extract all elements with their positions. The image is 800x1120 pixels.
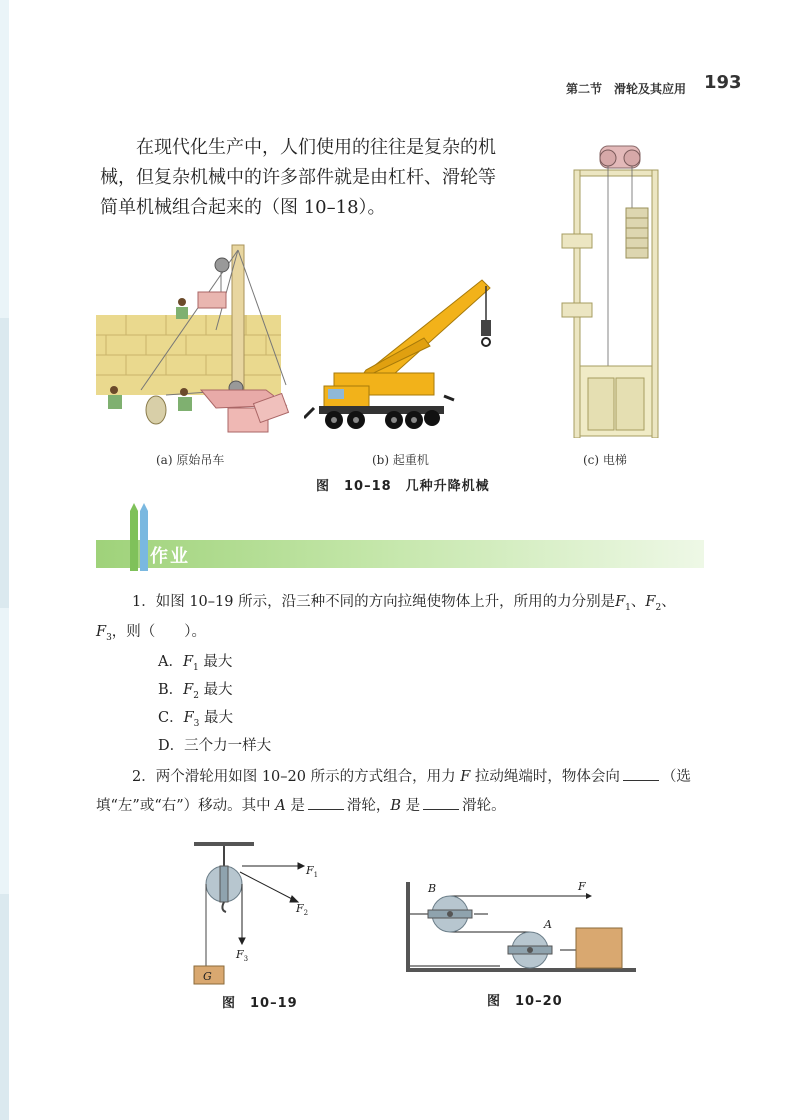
primitive-crane-illustration xyxy=(96,240,296,440)
intro-line-1: 在现代化生产中，人们使用的往往是复杂的机 xyxy=(136,137,496,158)
question-1-option-a: A．$F_1$ 最大 xyxy=(158,654,233,673)
force-label-f1: $F_1$ xyxy=(306,864,319,879)
intro-line-3: 简单机械组合起来的（图 10–18）。 xyxy=(100,197,386,218)
elevator-illustration xyxy=(552,138,662,438)
figure-panel-c-label: (c) 电梯 xyxy=(583,453,627,467)
figure-10-19-caption: 图 10–19 xyxy=(222,996,298,1011)
question-2-line-2: 填“左”或“右”）移动。其中 A 是 滑轮，B 是 滑轮。 xyxy=(96,794,506,818)
question-1-option-b: B．$F_2$ 最大 xyxy=(158,682,233,701)
pulley-label-a: A xyxy=(544,918,552,931)
question-1-option-c: C．$F_3$ 最大 xyxy=(158,710,234,729)
homework-title: 作业 xyxy=(150,546,190,567)
question-1-line-1: 1．如图 10–19 所示，沿三种不同的方向拉绳使物体上升，所用的力分别是$F_1$、$F_2$、 xyxy=(132,594,676,613)
page-number: 193 xyxy=(704,72,742,93)
pulley-label-b: B xyxy=(428,882,437,895)
weight-label-g: G xyxy=(203,970,212,983)
force-label-f3: $F_3$ xyxy=(236,948,249,963)
force-label-f: F xyxy=(578,880,586,893)
force-label-f2: $F_2$ xyxy=(296,902,309,917)
figure-10-20-pulley-diagram xyxy=(400,876,640,976)
question-1-option-d: D．三个力一样大 xyxy=(158,738,272,754)
answer-blank-b[interactable] xyxy=(423,795,459,810)
question-1-line-2: $F_3$，则（ ）。 xyxy=(96,624,207,643)
running-header-section: 第二节 滑轮及其应用 xyxy=(566,82,687,96)
answer-blank-a[interactable] xyxy=(308,795,344,810)
intro-paragraph xyxy=(100,133,500,223)
truck-crane-illustration xyxy=(304,268,504,438)
intro-line-2: 械，但复杂机械中的许多部件就是由杠杆、滑轮等 xyxy=(100,167,496,188)
figure-10-20-caption: 图 10–20 xyxy=(487,994,563,1009)
answer-blank-direction[interactable] xyxy=(623,766,659,781)
figure-panel-b-label: (b) 起重机 xyxy=(372,453,429,467)
question-2-line-1: 2．两个滑轮用如图 10–20 所示的方式组合，用力 F 拉动绳端时，物体会向 （选 xyxy=(132,765,691,789)
figure-panel-a-label: (a) 原始吊车 xyxy=(156,453,225,467)
figure-10-19-pulley-diagram xyxy=(186,838,326,988)
figure-10-18-caption: 图 10–18 几种升降机械 xyxy=(316,479,490,494)
page-edge-strip xyxy=(0,0,9,1120)
